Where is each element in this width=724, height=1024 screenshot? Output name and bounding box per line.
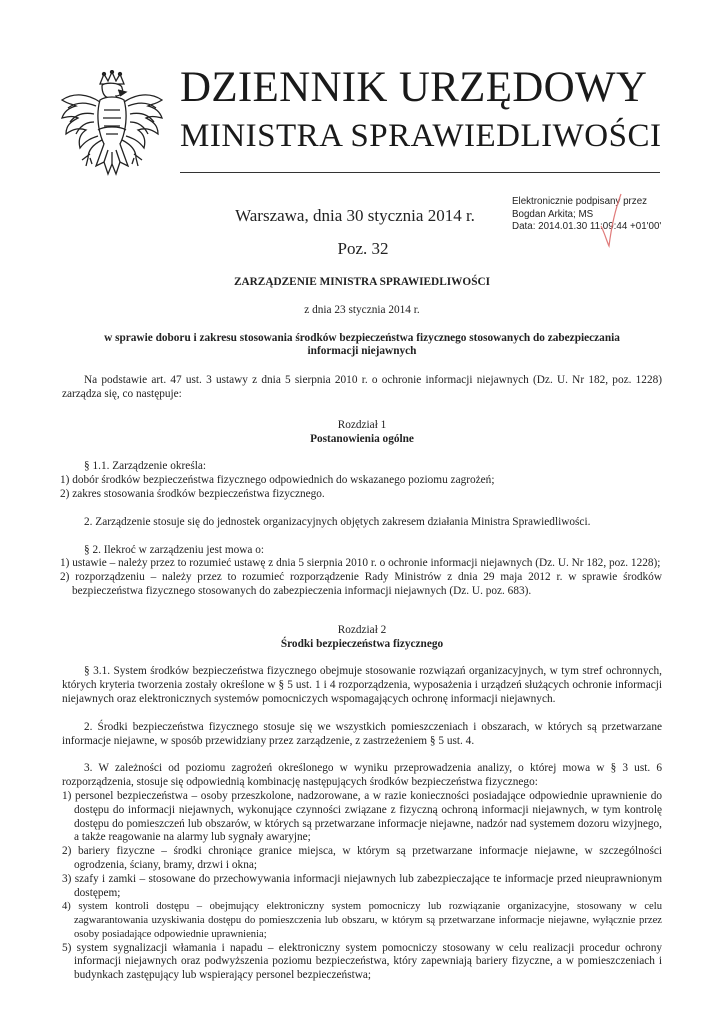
section-3-item-4: 4) system kontroli dostępu – obejmujący elektroniczny system pomocniczy lub rozwiązanie organizacyjne, stosowany w celu zagwarantowania uzyskiwania dostępu do pomieszczenia lub obszaru, w którym są przetwarzane informacje niejawne, wyłącznie przez osoby posiadające odpowiednie uprawnienia; <box>62 901 662 940</box>
section-3-item-5: 5) system sygnalizacji włamania i napadu – elektroniczny system pomocniczy stosowany w celu realizacji procedur ochrony informacji niejawnych oraz podwyższenia poziomu bezpieczeństwa, który zapewniają bariery fizyczne, a w pomieszczeniach i budynkach zastępujący lub wspierający personel bezpieczeństwa; <box>62 941 662 982</box>
section-3-item-3: 3) szafy i zamki – stosowane do przechowywania informacji niejawnych lub zabezpieczające te informacje przed nieuprawnionym dostępem; <box>62 872 662 899</box>
masthead-title: DZIENNIK URZĘDOWY <box>180 64 648 111</box>
section-2-item-1: 1) ustawie – należy przez to rozumieć ustawę z dnia 5 sierpnia 2010 r. o ochronie informacji niejawnych (Dz. U. Nr 182, poz. 1228); <box>60 557 661 570</box>
document-title: ZARZĄDZENIE MINISTRA SPRAWIEDLIWOŚCI <box>233 276 491 288</box>
section-3-paragraph-2: 2. Środki bezpieczeństwa fizycznego stosuje się we wszystkich pomieszczeniach i obszarach, w których są przetwarzane informacje niejawne, w sposób przewidziany przez zarządzenie, z zastrzeżeniem § 5 ust. 4. <box>62 720 662 747</box>
masthead-divider <box>180 172 660 173</box>
publication-date: Warszawa, dnia 30 stycznia 2014 r. <box>235 206 475 225</box>
chapter-2-number: Rozdział 2 <box>337 623 387 636</box>
section-2-intro: § 2. Ilekroć w zarządzeniu jest mowa o: <box>84 543 265 556</box>
masthead-subtitle: MINISTRA SPRAWIEDLIWOŚCI <box>180 118 662 154</box>
section-3-item-1: 1) personel bezpieczeństwa – osoby przeszkolone, nadzorowane, a w razie konieczności posiadające odpowiednie uprawnienie do dostępu do informacji niejawnych, wykonujące czynności związane z fizyczną ochroną informacji niejawnych, w tym kontrolę dostępu do pomieszczeń lub obszarów, w których są przetwarzane informacje niejawne, nadzór nad systemem dozoru wizyjnego, a także reagowanie na alarmy lub sygnały awaryjne; <box>62 789 662 844</box>
section-1-item-2: 2) zakres stosowania środków bezpieczeństwa fizycznego. <box>60 487 325 500</box>
document-subject: w sprawie doboru i zakresu stosowania środków bezpieczeństwa fizycznego stosowanych do zabezpieczania informacji niejawnych <box>104 331 620 358</box>
section-2-item-2: 2) rozporządzeniu – należy przez to rozumieć rozporządzenie Rady Ministrów z dnia 29 maja 2012 r. w sprawie środków bezpieczeństwa fizycznego stosowanych do zabezpieczenia informacji niejawnych (Dz. U. poz. 683). <box>60 571 662 597</box>
section-1-paragraph-2: 2. Zarządzenie stosuje się do jednostek organizacyjnych objętych zakresem działania Ministra Sprawiedliwości. <box>84 515 591 528</box>
chapter-2-title: Środki bezpieczeństwa fizycznego <box>280 637 444 650</box>
chapter-1-number: Rozdział 1 <box>337 418 387 431</box>
section-3-paragraph-1: § 3.1. System środków bezpieczeństwa fizycznego obejmuje stosowanie rozwiązań organizacyjnych, w tym stref ochronnych, których kryteria tworzenia zostały określone w § 5 ust. 1 i 4 rozporządzenia, wyposażenia i urządzeń służących ochronie informacji niejawnych oraz elektronicznych systemów pomocniczych wspomagających ochronę informacji niejawnych. <box>62 665 662 705</box>
signature-line-2: Bogdan Arkita; MS <box>512 208 594 220</box>
chapter-1-title: Postanowienia ogólne <box>310 432 414 445</box>
section-1-intro: § 1.1. Zarządzenie określa: <box>84 460 207 473</box>
preamble: Na podstawie art. 47 ust. 3 ustawy z dnia 5 sierpnia 2010 r. o ochronie informacji niejawnych (Dz. U. Nr 182, poz. 1228) zarządza się, co następuje: <box>62 374 662 400</box>
document-date: z dnia 23 stycznia 2014 r. <box>304 303 420 316</box>
document-body <box>62 276 662 983</box>
signature-line-1: Elektronicznie podpisany przez <box>512 196 648 207</box>
signature-line-3: Data: 2014.01.30 11:09:44 +01'00' <box>512 221 662 232</box>
polish-eagle-emblem-icon <box>58 70 166 188</box>
section-1-item-1: 1) dobór środków bezpieczeństwa fizycznego odpowiednich do wskazanego poziomu zagrożeń; <box>60 474 495 487</box>
position-number: Poz. 32 <box>337 239 389 258</box>
section-3-item-2: 2) bariery fizyczne – środki chroniące granice miejsca, w którym są przetwarzane informacje niejawne, w szczególności ogrodzenia, ściany, bramy, drzwi i okna; <box>62 845 662 871</box>
section-3-paragraph-3: 3. W zależności od poziomu zagrożeń określonego w wyniku przeprowadzenia analizy, o której mowa w § 3 ust. 6 rozporządzenia, stosuje się odpowiednią kombinację następujących środków bezpieczeństwa fizycznego: <box>62 762 662 789</box>
